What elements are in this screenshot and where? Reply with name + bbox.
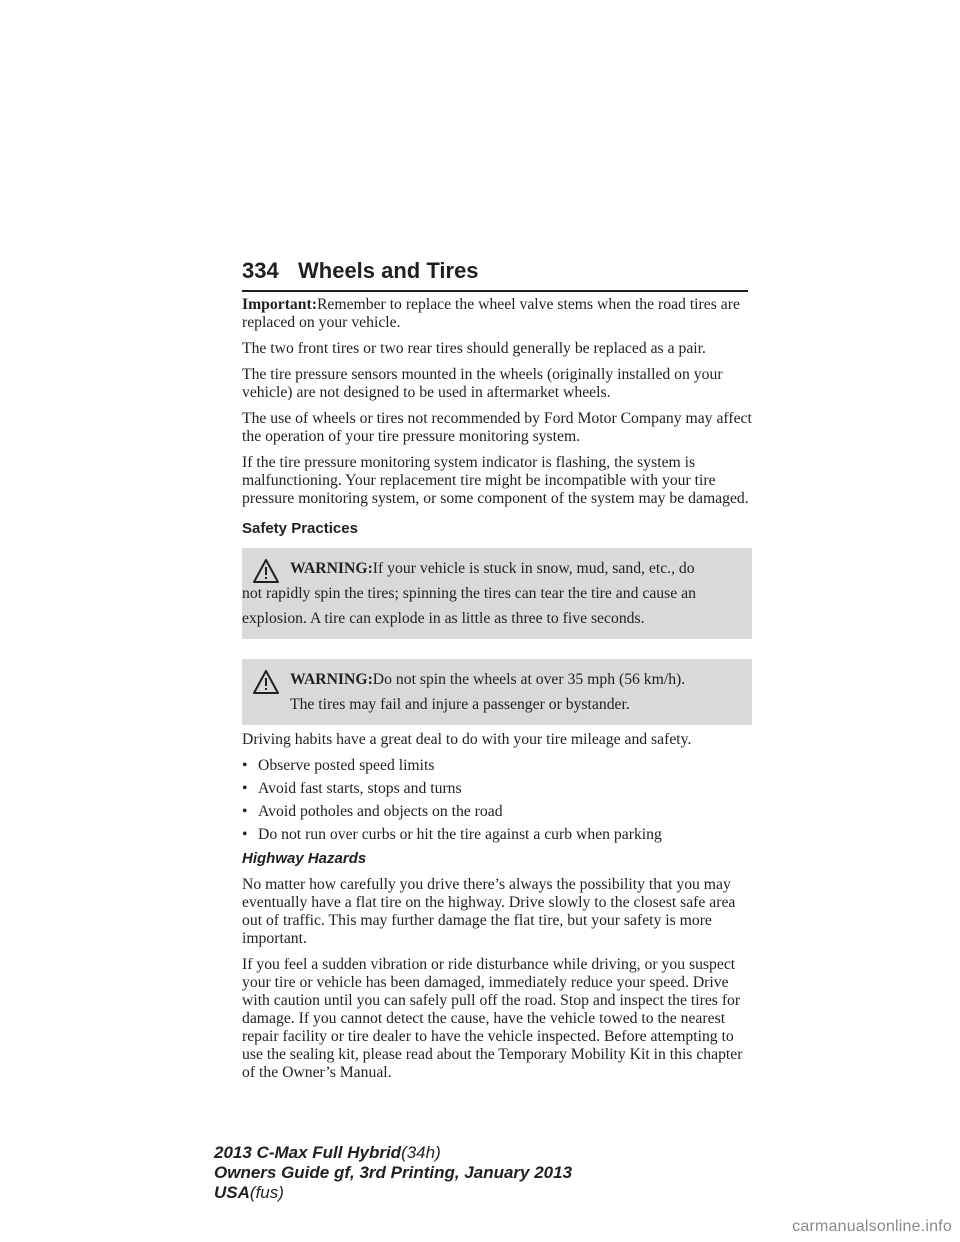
warning-triangle-icon bbox=[252, 558, 280, 584]
warning-label: WARNING: bbox=[290, 560, 373, 577]
page-header bbox=[242, 256, 748, 292]
spacer bbox=[242, 645, 752, 659]
warning-line1: Do not spin the wheels at over 35 mph (56 km/h). bbox=[372, 671, 686, 688]
warning-first-line bbox=[242, 667, 748, 692]
list-item: • Avoid potholes and objects on the road bbox=[242, 803, 503, 820]
document-footer bbox=[214, 1143, 572, 1203]
paragraph-important bbox=[242, 296, 752, 332]
footer-model: 2013 C-Max Full Hybrid bbox=[214, 1143, 402, 1162]
paragraph-aftermarket: The use of wheels or tires not recommended by Ford Motor Company may affect the operation of your tire pressure monitoring system. bbox=[242, 410, 752, 445]
paragraph-indicator: If the tire pressure monitoring system indicator is flashing, the system is malfunctioning. Your replacement tire might be incompatible with your tire pressure monitoring system, or some component of the system may be damaged. bbox=[242, 454, 749, 507]
paragraph-vibration: If you feel a sudden vibration or ride disturbance while driving, or you suspect your tire or vehicle has been damaged, immediately reduce your speed. Drive with caution until you can safely pull off the road. Stop and inspect the tires for damage. If you cannot detect the cause, have the vehicle towed to the nearest repair facility or tire dealer to have the vehicle inspected. Before attempting to use the sealing kit, please read about the Temporary Mobility Kit in this chapter of the Owner’s Manual. bbox=[242, 956, 743, 1081]
page-number: 334 bbox=[242, 258, 279, 283]
section-title: Wheels and Tires bbox=[298, 258, 479, 283]
paragraph-pairs: The two front tires or two rear tires should generally be replaced as a pair. bbox=[242, 340, 706, 357]
warning-rest: not rapidly spin the tires; spinning the tires can tear the tire and cause an explosion. A tire can explode in as little as three to five seconds. bbox=[242, 585, 696, 627]
warning-first-line bbox=[242, 556, 748, 581]
bullet-icon: • bbox=[242, 780, 248, 797]
safety-practices-heading: Safety Practices bbox=[242, 520, 358, 537]
driving-habits-intro: Driving habits have a great deal to do with your tire mileage and safety. bbox=[242, 731, 692, 748]
warning-label: WARNING: bbox=[290, 671, 373, 688]
warning-line1: If your vehicle is stuck in snow, mud, sand, etc., do bbox=[372, 560, 695, 577]
paragraph-flat-tire: No matter how carefully you drive there’s always the possibility that you may eventually have a flat tire on the highway. Drive slowly to the closest safe area out of traffic. This may further damage the flat tire, but your safety is more important. bbox=[242, 876, 736, 947]
footer-printing: Owners Guide gf, 3rd Printing, January 2013 bbox=[214, 1163, 573, 1182]
footer-line-market bbox=[214, 1183, 572, 1203]
page-content bbox=[242, 296, 752, 1090]
highway-hazards-heading: Highway Hazards bbox=[242, 850, 367, 867]
bullet-icon: • bbox=[242, 803, 248, 820]
watermark: carmanualsonline.info bbox=[792, 1218, 952, 1235]
bullet-icon: • bbox=[242, 757, 248, 774]
warning-box-stuck bbox=[242, 548, 752, 639]
footer-market-code: (fus) bbox=[249, 1183, 284, 1202]
bullet-icon: • bbox=[242, 826, 248, 843]
list-item: • Observe posted speed limits bbox=[242, 757, 435, 774]
important-label: Important: bbox=[242, 296, 317, 313]
warning-rest: The tires may fail and injure a passenger or bystander. bbox=[290, 696, 630, 713]
list-item: • Do not run over curbs or hit the tire against a curb when parking bbox=[242, 826, 662, 843]
list-item: • Avoid fast starts, stops and turns bbox=[242, 780, 462, 797]
paragraph-sensors: The tire pressure sensors mounted in the wheels (originally installed on your vehicle) are not designed to be used in aftermarket wheels. bbox=[242, 366, 723, 401]
important-text: Remember to replace the wheel valve stems when the road tires are replaced on your vehicle. bbox=[242, 296, 740, 331]
footer-line-model bbox=[214, 1143, 572, 1163]
warning-triangle-icon bbox=[252, 669, 280, 695]
footer-market: USA bbox=[214, 1183, 250, 1202]
footer-model-code: (34h) bbox=[401, 1143, 441, 1162]
warning-box-speed bbox=[242, 659, 752, 725]
driving-habits-list bbox=[242, 757, 752, 844]
